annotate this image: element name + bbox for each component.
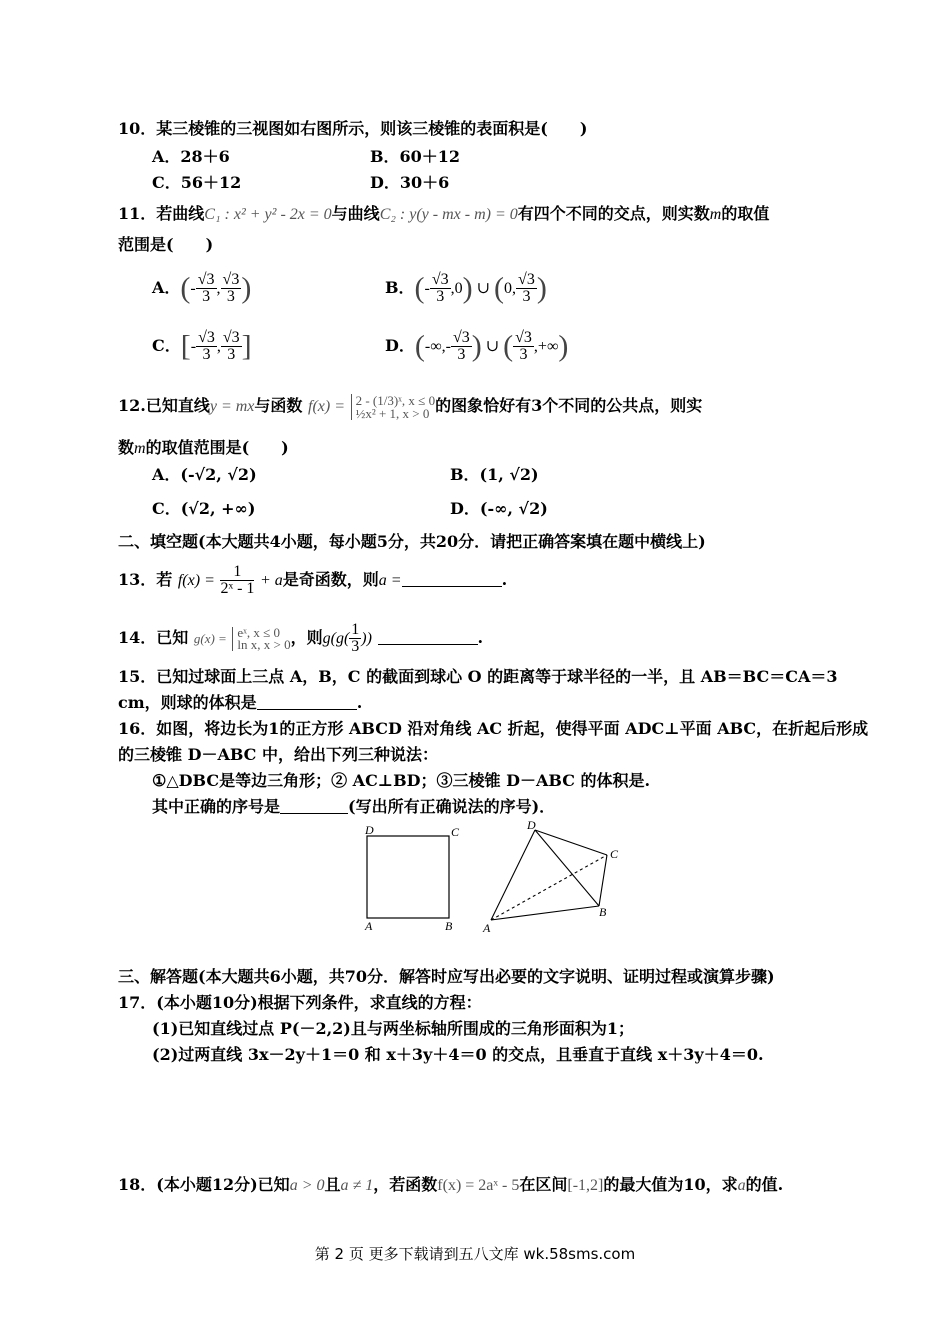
- pyramid-label-a: A: [483, 921, 491, 935]
- q12-option-a: A．(-√2, √2): [152, 465, 257, 484]
- square-label-a: A: [365, 919, 373, 933]
- q12-line2: 数m的取值范围是( ): [118, 438, 289, 457]
- square-label-c: C: [451, 825, 460, 839]
- q16-line2: 的三棱锥 D－ABC 中，给出下列三种说法：: [118, 745, 438, 764]
- q16-line3: ①△DBC是等边三角形；② AC⊥BD；③三棱锥 D－ABC 的体积是.: [152, 771, 651, 790]
- q17-part1: (1)已知直线过点 P(－2,2)且与两坐标轴所围成的三角形面积为1；: [152, 1019, 634, 1038]
- q11-option-d: D．(-∞,- $\frac{√3}{3}$ ) ∪ ( $\frac{√3}{3}$ ,+∞): [385, 329, 569, 363]
- q17-stem: 17．(本小题10分)根据下列条件，求直线的方程：: [118, 993, 482, 1012]
- q11-option-c: C．[- $\frac{√3}{3}$ , $\frac{√3}{3}$ ]: [152, 329, 252, 363]
- q16-line1: 16．如图，将边长为1的正方形 ABCD 沿对角线 AC 折起，使得平面 ADC⊥平面 ABC，在折起后形成: [118, 719, 869, 738]
- section-2-heading: 二、填空题(本大题共4小题，每小题5分，共20分．请把正确答案填在题中横线上): [118, 532, 706, 551]
- q10-stem: 10．某三棱锥的三视图如右图所示，则该三棱锥的表面积是( ): [118, 119, 588, 138]
- q10-option-d: D．30＋6: [370, 173, 450, 192]
- q15-answer-blank: [257, 693, 357, 710]
- q11-option-b: B．(- $\frac{√3}{3}$ ,0) ∪ (0, $\frac{√3}{3}$ ): [385, 271, 547, 305]
- square-label-d: D: [365, 823, 374, 837]
- section-3-heading: 三、解答题(本大题共6小题，共70分．解答时应写出必要的文字说明、证明过程或演算步骤): [118, 967, 775, 986]
- q14: 14．已知 g(x) = eˣ, x ≤ 0 ln x, x > 0 ，则g(g( $\frac{1}{3}$ )) .: [118, 621, 484, 655]
- q17-part2: (2)过两直线 3x－2y＋1＝0 和 x＋3y＋4＝0 的交点，且垂直于直线 x＋3y＋4＝0.: [152, 1045, 764, 1064]
- pyramid-label-c: C: [610, 847, 619, 861]
- q12-option-c: C．(√2, +∞): [152, 499, 256, 518]
- q12-line1: 12.已知直线y = mx与函数 f(x) = 2 - (1/3)ˣ, x ≤ 0 ½x² + 1, x > 0 的图象恰好有3个不同的公共点，则实: [118, 392, 703, 421]
- q12-option-b: B．(1, √2): [450, 465, 539, 484]
- q12-option-d: D．(-∞, √2): [450, 499, 548, 518]
- q16-figure: [355, 820, 635, 940]
- q11-option-a: A．(- $\frac{√3}{3}$ , $\frac{√3}{3}$ ): [152, 271, 252, 305]
- q14-answer-blank: [378, 628, 478, 645]
- q16-line4: 其中正确的序号是 (写出所有正确说法的序号)．: [152, 797, 556, 816]
- q10-option-a: A．28＋6: [152, 147, 230, 166]
- q16-answer-blank: [280, 797, 348, 814]
- q11-line1: 11．若曲线C₁ : x² + y² - 2x = 0与曲线C₂ : y(y - mx - m) = 0有四个不同的交点，则实数m的取值: [118, 204, 770, 223]
- q10-option-c: C．56＋12: [152, 173, 242, 192]
- q11-line2: 范围是( ): [118, 235, 214, 254]
- square-label-b: B: [445, 919, 453, 933]
- page-footer: 第 2 页 更多下载请到五八文库 wk.58sms.com: [314, 1245, 636, 1263]
- q15-line1: 15．已知过球面上三点 A，B，C 的截面到球心 O 的距离等于球半径的一半，且 AB＝BC＝CA＝3: [118, 667, 838, 686]
- q13: 13．若 f(x) = $\frac{1}{\text{2ˣ - 1}}$ + a是奇函数，则a = .: [118, 563, 508, 597]
- q10-option-b: B．60＋12: [370, 147, 461, 166]
- q18: 18．(本小题12分)已知a > 0且a ≠ 1，若函数f(x) = 2aˣ - 5在区间[-1,2]的最大值为10，求a的值.: [118, 1175, 784, 1194]
- pyramid-label-b: B: [599, 905, 607, 919]
- q15-line2: cm，则球的体积是 .: [118, 693, 363, 712]
- square-figure: [364, 823, 460, 933]
- folded-pyramid-figure: [482, 820, 619, 935]
- q13-answer-blank: [402, 570, 502, 587]
- pyramid-label-d: D: [527, 820, 536, 832]
